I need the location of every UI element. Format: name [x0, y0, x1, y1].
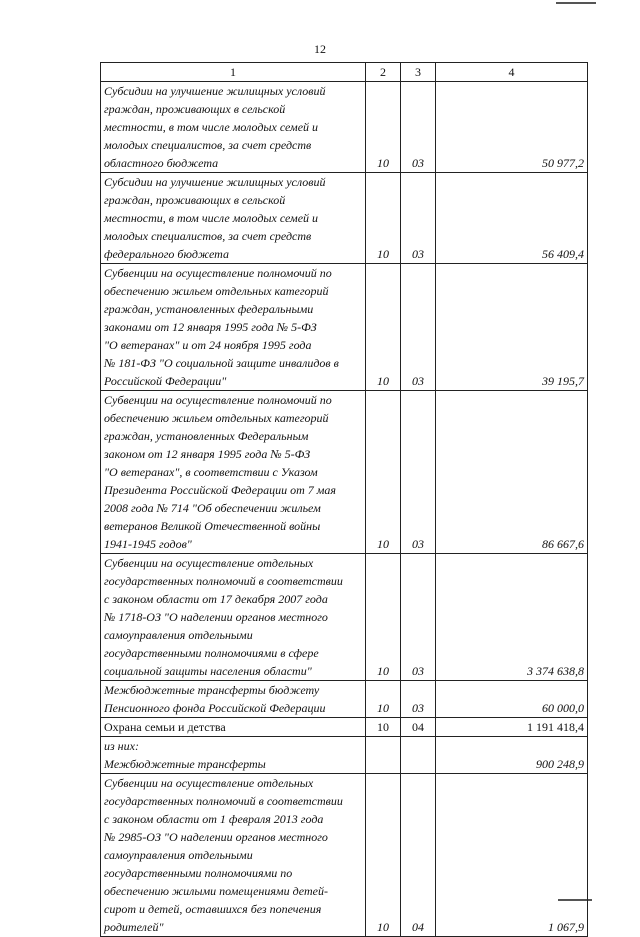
- row-subsection-code: 04: [401, 774, 436, 937]
- row-subsection-code: 03: [401, 391, 436, 554]
- table-row: [101, 718, 588, 737]
- row-amount: 50 977,2: [436, 82, 588, 173]
- row-name: Субвенции на осуществление полномочий по обеспечению жильем отдельных категорий граждан, установленных федеральными законами от 12 января 1995 года № 5-ФЗ "О ветеранах" и от 24 ноября 1995 года № 181-ФЗ "О социальной защите инвалидов в Российской Федерации": [101, 264, 366, 391]
- page-number: 12: [314, 42, 326, 56]
- table-row: [101, 554, 588, 681]
- row-section-code: 10: [366, 391, 401, 554]
- column-header-2: 2: [366, 63, 401, 82]
- row-section-code: 10: [366, 82, 401, 173]
- row-amount: 3 374 638,8: [436, 554, 588, 681]
- row-name: Субсидии на улучшение жилищных условий граждан, проживающих в сельской местности, в том числе молодых семей и молодых специалистов, за счет средств федерального бюджета: [101, 173, 366, 264]
- row-amount: 56 409,4: [436, 173, 588, 264]
- row-subsection-code: 03: [401, 264, 436, 391]
- row-subsection-code: 04: [401, 718, 436, 737]
- table-row: [101, 681, 588, 718]
- table-row: [101, 173, 588, 264]
- row-name: Субвенции на осуществление отдельных государственных полномочий в соответствии с законом области от 17 декабря 2007 года № 1718-ОЗ "О наделении органов местного самоуправления отдельными государственными полномочиями в сфере социальной защиты населения области": [101, 554, 366, 681]
- row-subsection-code: 03: [401, 681, 436, 718]
- row-subsection-code: 03: [401, 173, 436, 264]
- row-subsection-code: 03: [401, 554, 436, 681]
- table-row: [101, 774, 588, 937]
- row-amount: 60 000,0: [436, 681, 588, 718]
- row-amount: 1 191 418,4: [436, 718, 588, 737]
- column-header-3: 3: [401, 63, 436, 82]
- table-header-row: [101, 63, 588, 82]
- column-header-4: 4: [436, 63, 588, 82]
- row-name: Субсидии на улучшение жилищных условий граждан, проживающих в сельской местности, в том числе молодых семей и молодых специалистов, за счет средств областного бюджета: [101, 82, 366, 173]
- column-header-1: 1: [101, 63, 366, 82]
- row-section-code: 10: [366, 554, 401, 681]
- row-section-code: 10: [366, 173, 401, 264]
- row-section-code: 10: [366, 264, 401, 391]
- row-section-code: 10: [366, 774, 401, 937]
- row-amount: 900 248,9: [436, 737, 588, 774]
- row-name: Субвенции на осуществление отдельных государственных полномочий в соответствии с законом области от 1 февраля 2013 года № 2985-ОЗ "О наделении органов местного самоуправления отдельными государственными полномочиями по обеспечению жилыми помещениями детей- сирот и детей, оставшихся без попечения родителей": [101, 774, 366, 937]
- table-row: [101, 82, 588, 173]
- row-subsection-code: [401, 737, 436, 774]
- row-amount: 86 667,6: [436, 391, 588, 554]
- table-row: [101, 737, 588, 774]
- budget-table: [100, 62, 588, 937]
- row-section-code: 10: [366, 681, 401, 718]
- row-amount: 1 067,9: [436, 774, 588, 937]
- row-section-code: 10: [366, 718, 401, 737]
- row-subsection-code: 03: [401, 82, 436, 173]
- row-amount: 39 195,7: [436, 264, 588, 391]
- table-row: [101, 264, 588, 391]
- scan-mark-top: [556, 2, 596, 4]
- row-name: Межбюджетные трансферты бюджету Пенсионного фонда Российской Федерации: [101, 681, 366, 718]
- table-row: [101, 391, 588, 554]
- row-name: Охрана семьи и детства: [101, 718, 366, 737]
- row-name: из них: Межбюджетные трансферты: [101, 737, 366, 774]
- row-name: Субвенции на осуществление полномочий по обеспечению жильем отдельных категорий граждан, установленных Федеральным законом от 12 января 1995 года № 5-ФЗ "О ветеранах", в соответствии с Указом Президента Российской Федерации от 7 мая 2008 года № 714 "Об обеспечении жильем ветеранов Великой Отечественной войны 1941-1945 годов": [101, 391, 366, 554]
- row-section-code: [366, 737, 401, 774]
